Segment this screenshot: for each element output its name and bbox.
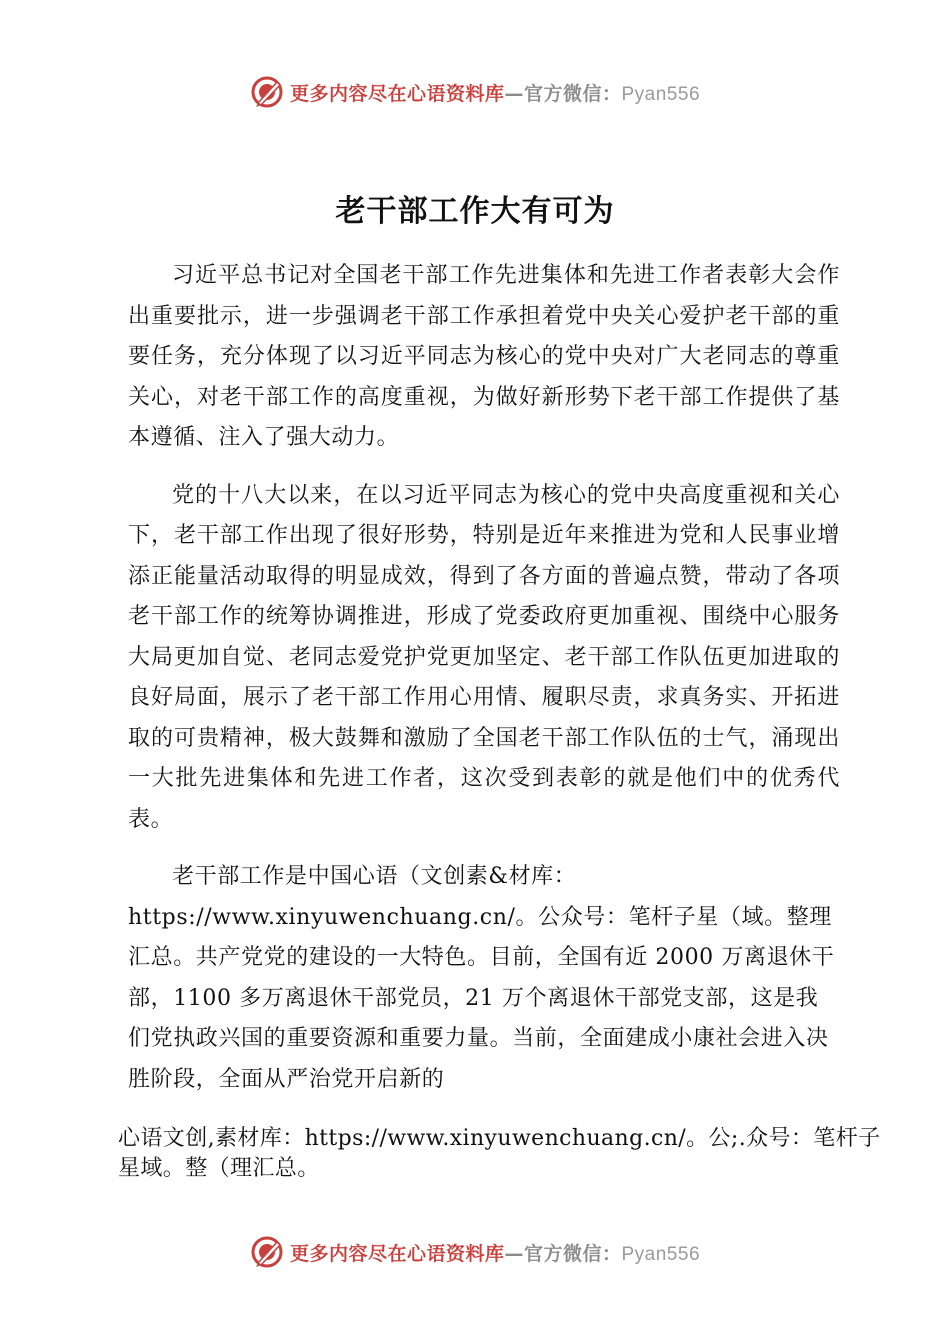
header-banner bbox=[0, 72, 950, 112]
banner-wechat-label: 官方微信： bbox=[523, 1242, 622, 1265]
banner-wechat-label: 官方微信： bbox=[523, 82, 622, 105]
banner-wechat-id: Pyan556 bbox=[621, 1243, 701, 1265]
pen-logo-icon bbox=[250, 1235, 284, 1269]
banner-library-name: 更多内容尽在心语资料库 bbox=[289, 1242, 505, 1265]
document-title: 老干部工作大有可为 bbox=[335, 194, 615, 229]
banner-dash: — bbox=[504, 82, 524, 105]
paragraph-3: 老干部工作是中国心语（文创素&材库：https://www.xinyuwenchuang.cn/。公众号：笔杆子星（域。整理汇总。共产党党的建设的一大特色。目前，全国有近 2000 万离退休干部，1100 多万离退休干部党员，21 万个离退休干部党支部，这是我们党执政兴国的重要资源和重要力量。当前，全面建成小康社会进入决胜阶段，全面从严治党开启新的 bbox=[128, 864, 835, 1092]
banner-dash: — bbox=[504, 1242, 524, 1265]
banner-wechat-id: Pyan556 bbox=[621, 83, 701, 105]
paragraph-2: 党的十八大以来，在以习近平同志为核心的党中央高度重视和关心下，老干部工作出现了很好形势，特别是近年来推进为党和人民事业增添正能量活动取得的明显成效，得到了各方面的普遍点赞，带动了各项老干部工作的统筹协调推进，形成了党委政府更加重视、围绕中心服务大局更加自觉、老同志爱党护党更加坚定、老干部工作队伍更加进取的良好局面，展示了老干部工作用心用情、履职尽责，求真务实、开拓进取的可贵精神，极大鼓舞和激励了全国老干部工作队伍的士气，涌现出一大批先进集体和先进工作者，这次受到表彰的就是他们中的优秀代表。 bbox=[128, 482, 840, 832]
footer-source-note: 心语文创,素材库：https://www.xinyuwenchuang.cn/。公;.众号：笔杆子星域。整（理汇总。 bbox=[118, 1126, 881, 1181]
document-body bbox=[128, 256, 840, 1117]
banner-text bbox=[290, 79, 700, 106]
paragraph-1: 习近平总书记对全国老干部工作先进集体和先进工作者表彰大会作出重要批示，进一步强调老干部工作承担着党中央关心爱护老干部的重要任务，充分体现了以习近平同志为核心的党中央对广大老同志的尊重关心，对老干部工作的高度重视，为做好新形势下老干部工作提供了基本遵循、注入了强大动力。 bbox=[128, 263, 840, 450]
pen-logo-icon bbox=[250, 75, 284, 109]
footer-banner bbox=[0, 1232, 950, 1272]
banner-text bbox=[290, 1239, 700, 1266]
banner-library-name: 更多内容尽在心语资料库 bbox=[289, 82, 505, 105]
